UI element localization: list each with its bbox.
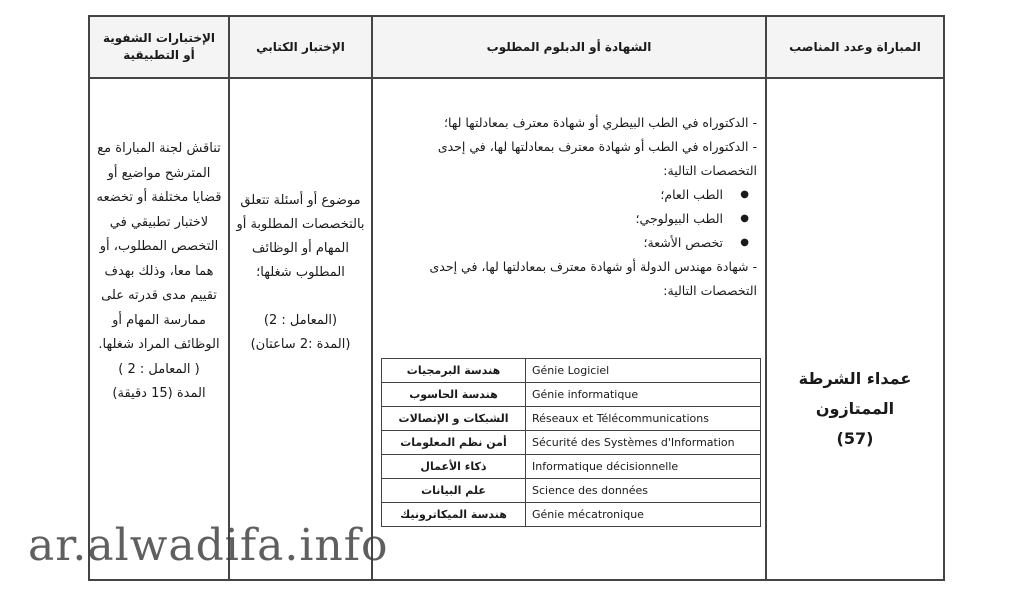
table-row <box>382 479 761 503</box>
specialty-fr: Informatique décisionnelle <box>526 455 761 479</box>
degree-line-engineer: - شهادة مهندس الدولة أو شهادة معترف بمعادلتها لها، في إحدى التخصصات التالية: <box>429 259 757 298</box>
written-exam-cell <box>230 79 371 579</box>
specialty-ar: الشبكات و الإتصالات <box>382 407 526 431</box>
written-exam-coefficient: (المعامل : 2) <box>263 313 338 328</box>
header-degree: الشهادة أو الدبلوم المطلوب <box>486 39 652 54</box>
contest-count: (57) <box>836 429 874 448</box>
list-item: ● الطب العام؛ <box>383 183 723 207</box>
degree-line-medicine: - الدكتوراه في الطب أو شهادة معترف بمعادلتها لها، في إحدى التخصصات التالية: <box>437 139 757 178</box>
table-row <box>382 359 761 383</box>
oral-exam-cell <box>90 79 228 579</box>
degree-line-vet: - الدكتوراه في الطب البيطري أو شهادة معترف بمعادلتها لها؛ <box>444 115 757 130</box>
degree-cell <box>373 79 765 579</box>
specialty-ar: هندسة الحاسوب <box>382 383 526 407</box>
watermark-text: ar.alwadifa.info <box>28 520 389 571</box>
table-row <box>382 407 761 431</box>
header-oral-exam <box>90 17 228 77</box>
table-row <box>382 431 761 455</box>
written-exam-description: موضوع أو أسئلة تتعلق بالتخصصات المطلوبة أو المهام أو الوظائف المطلوب شغلها؛ <box>236 193 365 280</box>
list-item: ● تخصص الأشعة؛ <box>383 231 723 255</box>
table-row <box>382 455 761 479</box>
engineering-specialties-table <box>381 358 761 527</box>
oral-exam-coefficient: ( المعامل : 2 ) <box>118 361 200 377</box>
header-written-exam: الإختبار الكتابي <box>256 39 345 54</box>
written-exam-duration: (المدة :2 ساعتان) <box>250 337 351 352</box>
specialty-fr: Génie informatique <box>526 383 761 407</box>
contest-name: عمداء الشرطة الممتازون <box>798 369 912 418</box>
specialty-fr: Science des données <box>526 479 761 503</box>
specialty-fr: Génie Logiciel <box>526 359 761 383</box>
oral-exam-description: تناقش لجنة المباراة مع المترشح مواضيع أو قضايا مختلفة أو تخضعه لاختبار تطبيقي في التخصص المطلوب، أو هما معا، وذلك بهدف تقييم مدى قدرته على ممارسة المهام أو الوظائف المراد شغلها. <box>96 141 222 352</box>
specialty-fr: Réseaux et Télécommunications <box>526 407 761 431</box>
contest-cell <box>767 79 943 579</box>
table-row <box>382 383 761 407</box>
specialty-ar: هندسة البرمجيات <box>382 359 526 383</box>
recruitment-table <box>88 15 945 581</box>
specialty-fr: Génie mécatronique <box>526 503 761 527</box>
oral-exam-duration: المدة (15 دقيقة) <box>112 386 206 401</box>
specialty-fr: Sécurité des Systèmes d'Information <box>526 431 761 455</box>
specialty-ar: أمن نظم المعلومات <box>382 431 526 455</box>
table-row <box>382 503 761 527</box>
header-oral-line1: الإختبارات الشفوية <box>102 31 216 45</box>
header-oral-line2: أو التطبيقية <box>123 48 195 62</box>
medicine-specialties-list <box>383 183 757 255</box>
specialty-ar: ذكاء الأعمال <box>382 455 526 479</box>
list-item: ● الطب البيولوجي؛ <box>383 207 723 231</box>
specialty-ar: علم البيانات <box>382 479 526 503</box>
header-contest: المباراة وعدد المناصب <box>789 39 921 54</box>
specialty-ar: هندسة الميكاترونيك <box>382 503 526 527</box>
